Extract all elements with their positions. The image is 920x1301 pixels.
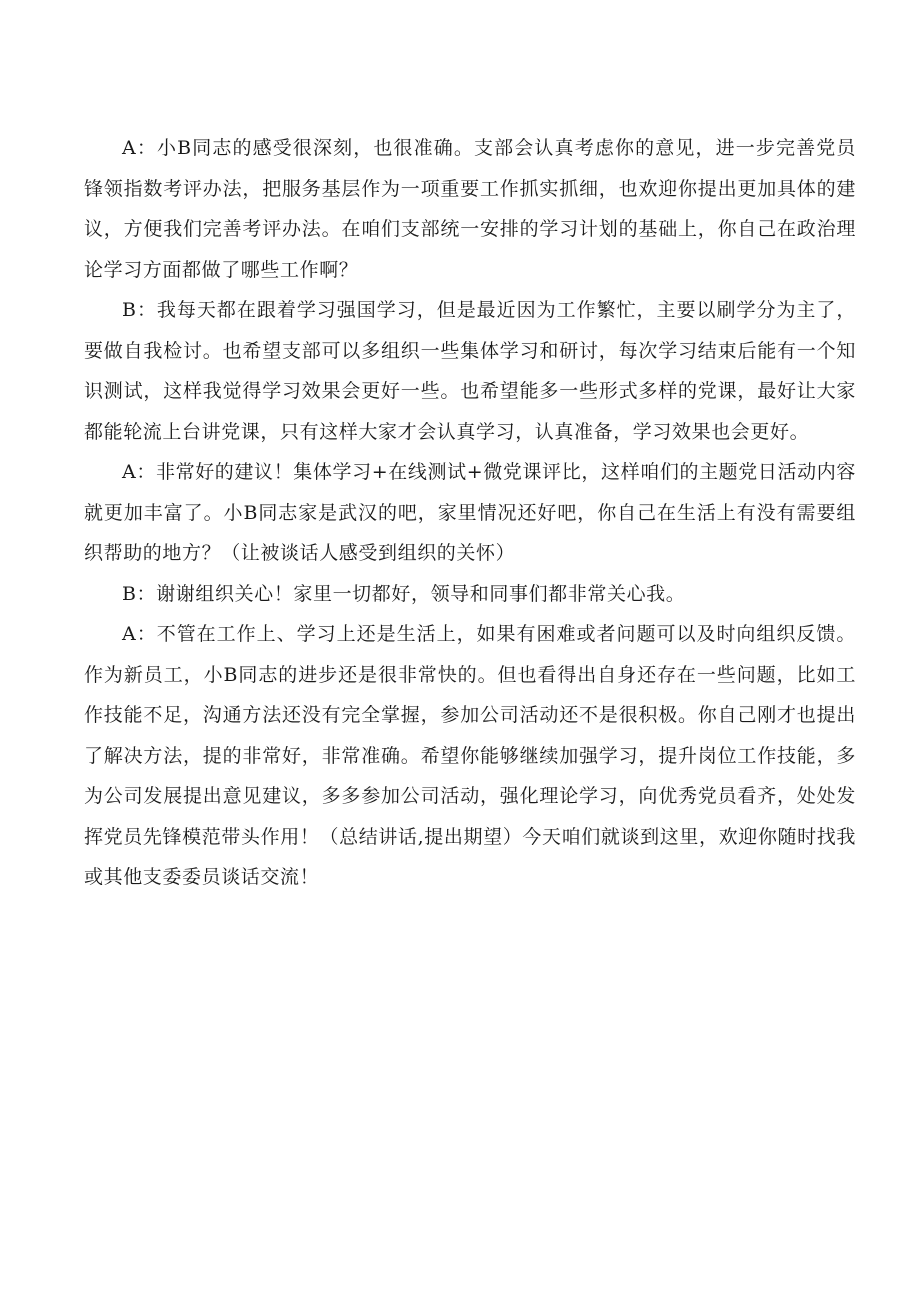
paragraph: A：不管在工作上、学习上还是生活上，如果有困难或者问题可以及时向组织反馈。作为新员工，小B同志的进步还是很非常快的。但也看得出自身还存在一些问题，比如工作技能不足，沟通方法还没有完全掌握，参加公司活动还不是很积极。你自己刚才也提出了解决方法，提的非常好，非常准确。希望你能够继续加强学习，提升岗位工作技能，多为公司发展提出意见建议，多多参加公司活动，强化理论学习，向优秀党员看齐，处处发挥党员先锋模范带头作用！（总结讲话,提出期望）今天咱们就谈到这里，欢迎你随时找我或其他支委委员谈话交流！ [84, 623, 856, 888]
paragraph: B：我每天都在跟着学习强国学习，但是最近因为工作繁忙，主要以刷学分为主了，要做自我检讨。也希望支部可以多组织一些集体学习和研讨，每次学习结束后能有一个知识测试，这样我觉得学习效果会更好一些。也希望能多一些形式多样的党课，最好让大家都能轮流上台讲党课，只有这样大家才会认真学习，认真准备，学习效果也会更好。 [84, 299, 856, 443]
paragraph: B：谢谢组织关心！家里一切都好，领导和同事们都非常关心我。 [122, 582, 686, 605]
paragraph: A：非常好的建议！集体学习+在线测试+微党课评比，这样咱们的主题党日活动内容就更加丰富了。小B同志家是武汉的吧，家里情况还好吧，你自己在生活上有没有需要组织帮助的地方？（让被谈话人感受到组织的关怀） [84, 461, 856, 564]
document-body [84, 128, 856, 898]
paragraph: A：小B同志的感受很深刻，也很准确。支部会认真考虑你的意见，进一步完善党员锋领指数考评办法，把服务基层作为一项重要工作抓实抓细，也欢迎你提出更加具体的建议，方便我们完善考评办法。在咱们支部统一安排的学习计划的基础上，你自己在政治理论学习方面都做了哪些工作啊？ [84, 137, 856, 281]
